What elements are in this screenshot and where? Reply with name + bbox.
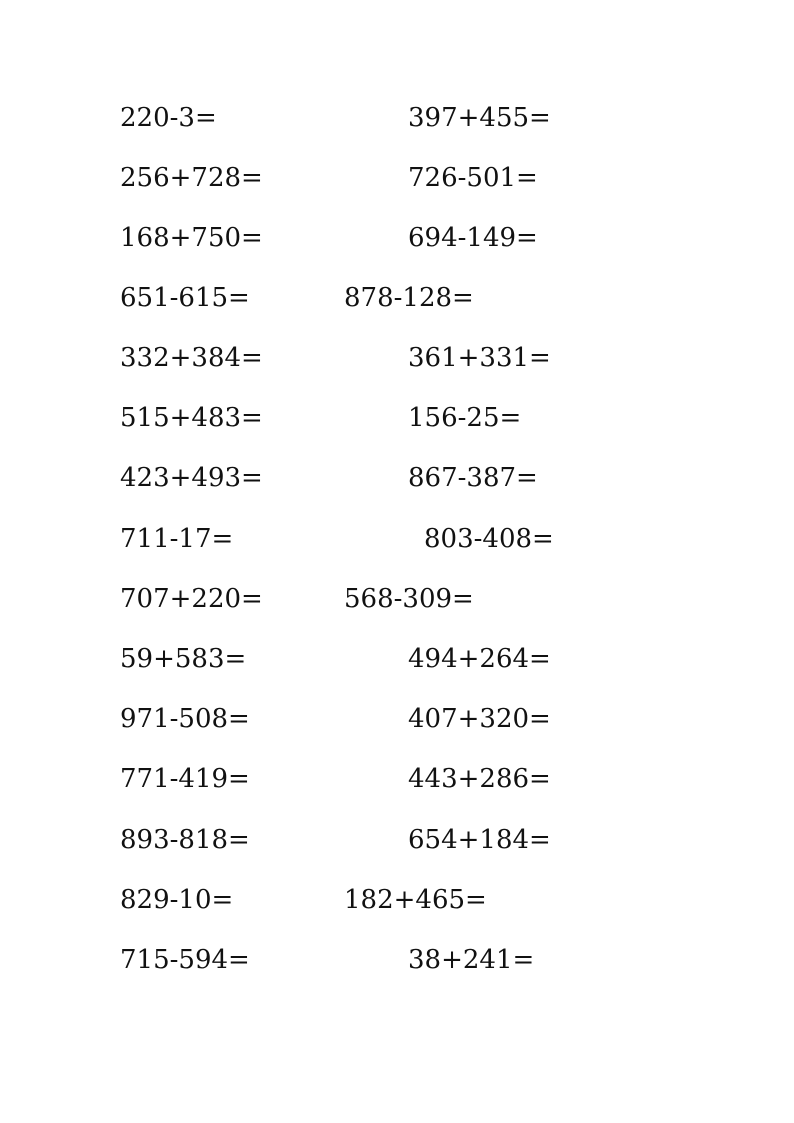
problem-left: 59+583= <box>120 644 247 674</box>
problem-left: 651-615= <box>120 283 250 313</box>
problem-left: 711-17= <box>120 524 234 554</box>
problem-left: 893-818= <box>120 825 250 855</box>
problem-left: 829-10= <box>120 885 234 915</box>
problem-row <box>0 278 794 318</box>
problem-row <box>0 880 794 920</box>
problem-left: 168+750= <box>120 223 263 253</box>
problem-right: 156-25= <box>408 403 522 433</box>
problem-right: 182+465= <box>344 885 487 915</box>
problem-row <box>0 458 794 498</box>
problem-right: 443+286= <box>408 764 551 794</box>
problem-left: 707+220= <box>120 584 263 614</box>
problem-left: 971-508= <box>120 704 250 734</box>
problem-right: 654+184= <box>408 825 551 855</box>
problem-right: 407+320= <box>408 704 551 734</box>
problem-row <box>0 218 794 258</box>
problem-left: 515+483= <box>120 403 263 433</box>
problem-left: 771-419= <box>120 764 250 794</box>
problem-right: 694-149= <box>408 223 538 253</box>
problem-right: 867-387= <box>408 463 538 493</box>
problem-row <box>0 98 794 138</box>
problem-right: 878-128= <box>344 283 474 313</box>
problem-left: 332+384= <box>120 343 263 373</box>
problem-right: 803-408= <box>424 524 554 554</box>
problem-right: 38+241= <box>408 945 535 975</box>
problem-row <box>0 579 794 619</box>
problem-row <box>0 820 794 860</box>
problem-row <box>0 338 794 378</box>
problem-left: 256+728= <box>120 163 263 193</box>
problem-left: 423+493= <box>120 463 263 493</box>
problem-right: 397+455= <box>408 103 551 133</box>
problem-right: 361+331= <box>408 343 551 373</box>
problem-left: 220-3= <box>120 103 217 133</box>
problem-row <box>0 940 794 980</box>
problem-row <box>0 398 794 438</box>
problem-right: 726-501= <box>408 163 538 193</box>
problem-row <box>0 519 794 559</box>
problem-right: 494+264= <box>408 644 551 674</box>
problem-left: 715-594= <box>120 945 250 975</box>
problem-row <box>0 699 794 739</box>
problem-right: 568-309= <box>344 584 474 614</box>
problem-row <box>0 158 794 198</box>
problem-row <box>0 639 794 679</box>
problem-row <box>0 759 794 799</box>
